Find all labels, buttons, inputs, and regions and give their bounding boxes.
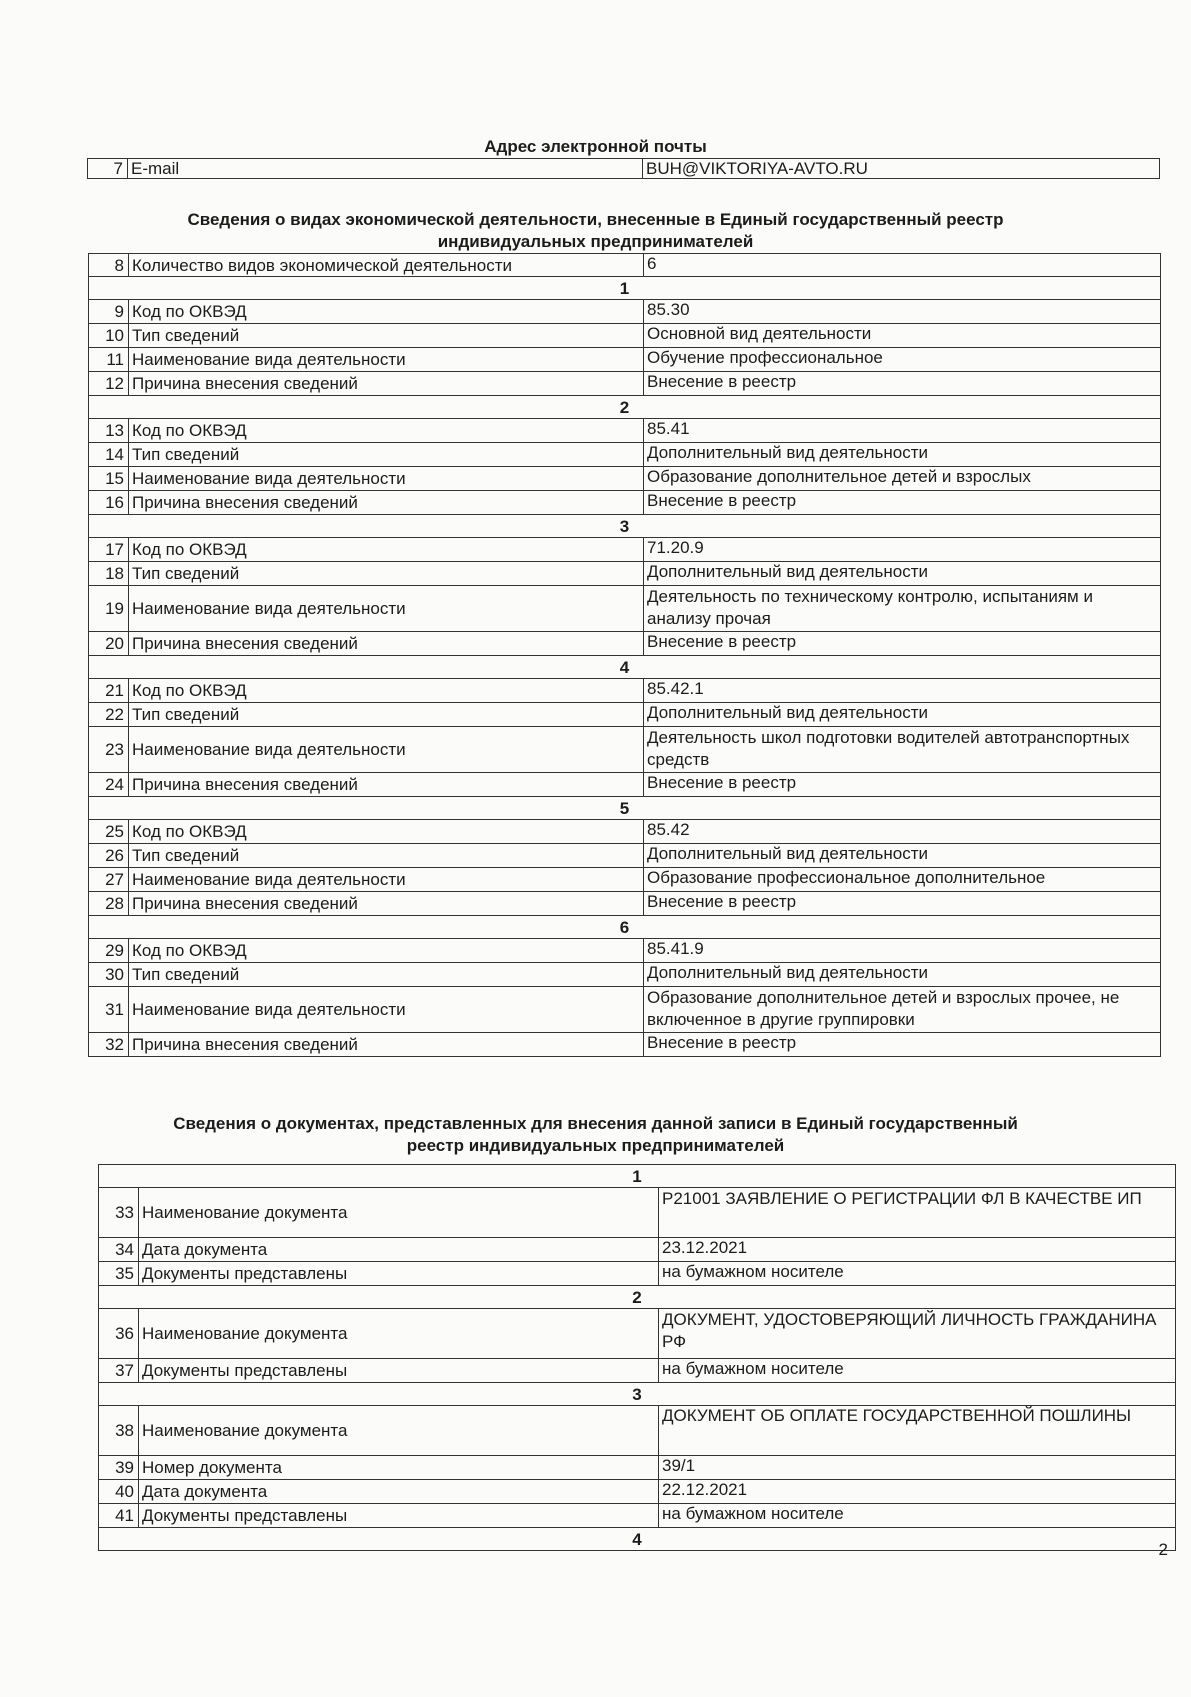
table-row	[89, 892, 1161, 916]
row-value: 85.41	[644, 419, 1161, 443]
row-number: 28	[89, 892, 129, 916]
row-number: 21	[89, 679, 129, 703]
row-value: Дополнительный вид деятельности	[644, 703, 1161, 727]
row-number: 30	[89, 963, 129, 987]
row-label: Наименование документа	[139, 1406, 659, 1456]
row-value: Деятельность школ подготовки водителей автотранспортных средств	[644, 727, 1161, 773]
table-row	[89, 348, 1161, 372]
row-value: Внесение в реестр	[644, 773, 1161, 797]
row-number: 34	[99, 1238, 139, 1262]
group-index-row	[99, 1286, 1176, 1309]
row-number: 38	[99, 1406, 139, 1456]
table-row	[99, 1309, 1176, 1359]
group-index-row	[89, 797, 1161, 820]
row-value: 39/1	[659, 1456, 1176, 1480]
table-row	[89, 1033, 1161, 1057]
row-value: 6	[644, 254, 1161, 277]
table-row	[89, 419, 1161, 443]
row-value: Дополнительный вид деятельности	[644, 963, 1161, 987]
group-index-row	[89, 515, 1161, 538]
table-row	[99, 1262, 1176, 1286]
row-label: Код по ОКВЭД	[129, 538, 644, 562]
row-number: 17	[89, 538, 129, 562]
row-label: Дата документа	[139, 1480, 659, 1504]
row-label: Код по ОКВЭД	[129, 679, 644, 703]
row-number: 19	[89, 586, 129, 632]
documents-table	[98, 1164, 1176, 1551]
table-row	[89, 372, 1161, 396]
table-row	[89, 703, 1161, 727]
row-number: 24	[89, 773, 129, 797]
table-row	[99, 1359, 1176, 1383]
row-value: Образование профессиональное дополнительное	[644, 868, 1161, 892]
group-index-row	[89, 656, 1161, 679]
activities-table	[88, 253, 1161, 1057]
row-value: на бумажном носителе	[659, 1359, 1176, 1383]
table-row	[89, 632, 1161, 656]
row-value: Образование дополнительное детей и взрослых прочее, не включенное в другие группировки	[644, 987, 1161, 1033]
table-row	[89, 491, 1161, 515]
row-number: 41	[99, 1504, 139, 1528]
table-row	[99, 1188, 1176, 1238]
row-value: Внесение в реестр	[644, 1033, 1161, 1057]
table-row	[89, 844, 1161, 868]
group-index-row	[89, 916, 1161, 939]
row-value: Р21001 ЗАЯВЛЕНИЕ О РЕГИСТРАЦИИ ФЛ В КАЧЕСТВЕ ИП	[659, 1188, 1176, 1238]
row-value: 85.42	[644, 820, 1161, 844]
table-row	[89, 868, 1161, 892]
table-row	[89, 820, 1161, 844]
group-index: 4	[89, 656, 1161, 679]
row-value: Внесение в реестр	[644, 491, 1161, 515]
row-number: 7	[88, 159, 128, 179]
row-label: Код по ОКВЭД	[129, 419, 644, 443]
row-number: 16	[89, 491, 129, 515]
row-value: ДОКУМЕНТ ОБ ОПЛАТЕ ГОСУДАРСТВЕННОЙ ПОШЛИНЫ	[659, 1406, 1176, 1456]
group-index-row	[99, 1165, 1176, 1188]
documents-section-title	[0, 1113, 1191, 1157]
row-value: Дополнительный вид деятельности	[644, 443, 1161, 467]
table-row	[89, 586, 1161, 632]
table-row	[89, 987, 1161, 1033]
group-index: 4	[99, 1528, 1176, 1551]
table-row	[89, 324, 1161, 348]
row-label: Тип сведений	[129, 703, 644, 727]
row-label: Причина внесения сведений	[129, 491, 644, 515]
table-row	[89, 679, 1161, 703]
row-value: Образование дополнительное детей и взрослых	[644, 467, 1161, 491]
row-value: на бумажном носителе	[659, 1504, 1176, 1528]
group-index-row	[89, 396, 1161, 419]
row-number: 26	[89, 844, 129, 868]
row-label: Причина внесения сведений	[129, 372, 644, 396]
row-value: 85.41.9	[644, 939, 1161, 963]
row-value: Внесение в реестр	[644, 372, 1161, 396]
row-label: Причина внесения сведений	[129, 773, 644, 797]
activities-title-line1: Сведения о видах экономической деятельности, внесенные в Единый государственный реестр	[187, 210, 1004, 229]
row-value: 85.30	[644, 300, 1161, 324]
row-number: 10	[89, 324, 129, 348]
table-row	[89, 963, 1161, 987]
row-label: Причина внесения сведений	[129, 632, 644, 656]
row-value: Внесение в реестр	[644, 892, 1161, 916]
row-number: 11	[89, 348, 129, 372]
row-value: на бумажном носителе	[659, 1262, 1176, 1286]
row-number: 36	[99, 1309, 139, 1359]
row-label: Тип сведений	[129, 443, 644, 467]
row-label: Код по ОКВЭД	[129, 300, 644, 324]
row-label: Наименование документа	[139, 1309, 659, 1359]
row-value: Обучение профессиональное	[644, 348, 1161, 372]
row-value: Деятельность по техническому контролю, испытаниям и анализу прочая	[644, 586, 1161, 632]
row-label: Наименование вида деятельности	[129, 586, 644, 632]
row-number: 35	[99, 1262, 139, 1286]
group-index: 1	[99, 1165, 1176, 1188]
table-row	[89, 300, 1161, 324]
row-value: 22.12.2021	[659, 1480, 1176, 1504]
row-number: 37	[99, 1359, 139, 1383]
table-row	[99, 1238, 1176, 1262]
row-value: 71.20.9	[644, 538, 1161, 562]
row-label: Наименование вида деятельности	[129, 868, 644, 892]
table-row	[89, 727, 1161, 773]
row-label: Тип сведений	[129, 562, 644, 586]
table-row	[99, 1504, 1176, 1528]
group-index: 6	[89, 916, 1161, 939]
documents-title-line1: Сведения о документах, представленных для внесения данной записи в Единый государственный	[173, 1114, 1018, 1133]
row-label: Код по ОКВЭД	[129, 939, 644, 963]
table-row	[89, 562, 1161, 586]
table-row	[89, 467, 1161, 491]
row-value: 23.12.2021	[659, 1238, 1176, 1262]
table-row	[88, 159, 1160, 179]
row-value: Дополнительный вид деятельности	[644, 844, 1161, 868]
row-label: Причина внесения сведений	[129, 1033, 644, 1057]
row-number: 25	[89, 820, 129, 844]
table-row	[89, 538, 1161, 562]
email-value: BUH@VIKTORIYA-AVTO.RU	[643, 159, 1160, 179]
row-label: Документы представлены	[139, 1359, 659, 1383]
row-number: 33	[99, 1188, 139, 1238]
row-label: E-mail	[128, 159, 643, 179]
activities-section-title	[0, 209, 1191, 253]
table-row	[99, 1456, 1176, 1480]
row-number: 14	[89, 443, 129, 467]
row-label: Тип сведений	[129, 324, 644, 348]
row-number: 12	[89, 372, 129, 396]
row-label: Наименование документа	[139, 1188, 659, 1238]
table-row	[99, 1406, 1176, 1456]
row-value: Внесение в реестр	[644, 632, 1161, 656]
row-number: 31	[89, 987, 129, 1033]
group-index: 2	[99, 1286, 1176, 1309]
row-number: 15	[89, 467, 129, 491]
row-label: Тип сведений	[129, 963, 644, 987]
row-label: Наименование вида деятельности	[129, 987, 644, 1033]
group-index-row	[99, 1528, 1176, 1551]
row-label: Номер документа	[139, 1456, 659, 1480]
row-number: 40	[99, 1480, 139, 1504]
group-index: 5	[89, 797, 1161, 820]
row-label: Дата документа	[139, 1238, 659, 1262]
row-number: 29	[89, 939, 129, 963]
row-number: 20	[89, 632, 129, 656]
row-label: Документы представлены	[139, 1504, 659, 1528]
row-number: 18	[89, 562, 129, 586]
row-number: 23	[89, 727, 129, 773]
email-table	[87, 158, 1160, 179]
row-label: Наименование вида деятельности	[129, 348, 644, 372]
group-index-row	[99, 1383, 1176, 1406]
row-label: Количество видов экономической деятельности	[129, 254, 644, 277]
row-number: 13	[89, 419, 129, 443]
row-number: 39	[99, 1456, 139, 1480]
email-section-title: Адрес электронной почты	[484, 137, 707, 156]
row-number: 32	[89, 1033, 129, 1057]
row-label: Код по ОКВЭД	[129, 820, 644, 844]
group-index: 3	[99, 1383, 1176, 1406]
row-label: Причина внесения сведений	[129, 892, 644, 916]
table-row	[99, 1480, 1176, 1504]
row-label: Тип сведений	[129, 844, 644, 868]
table-row	[89, 443, 1161, 467]
row-value: 85.42.1	[644, 679, 1161, 703]
row-value: Основной вид деятельности	[644, 324, 1161, 348]
activities-title-line2: индивидуальных предпринимателей	[437, 232, 754, 251]
row-value: ДОКУМЕНТ, УДОСТОВЕРЯЮЩИЙ ЛИЧНОСТЬ ГРАЖДАНИНА РФ	[659, 1309, 1176, 1359]
table-row	[89, 939, 1161, 963]
documents-title-line2: реестр индивидуальных предпринимателей	[406, 1136, 785, 1155]
row-number: 8	[89, 254, 129, 277]
row-label: Наименование вида деятельности	[129, 727, 644, 773]
row-label: Наименование вида деятельности	[129, 467, 644, 491]
group-index: 2	[89, 396, 1161, 419]
row-number: 27	[89, 868, 129, 892]
row-label: Документы представлены	[139, 1262, 659, 1286]
row-value: Дополнительный вид деятельности	[644, 562, 1161, 586]
group-index: 3	[89, 515, 1161, 538]
table-row	[89, 254, 1161, 277]
row-number: 9	[89, 300, 129, 324]
table-row	[89, 773, 1161, 797]
page-number: 2	[1158, 1540, 1168, 1559]
group-index-row	[89, 277, 1161, 300]
group-index: 1	[89, 277, 1161, 300]
row-number: 22	[89, 703, 129, 727]
